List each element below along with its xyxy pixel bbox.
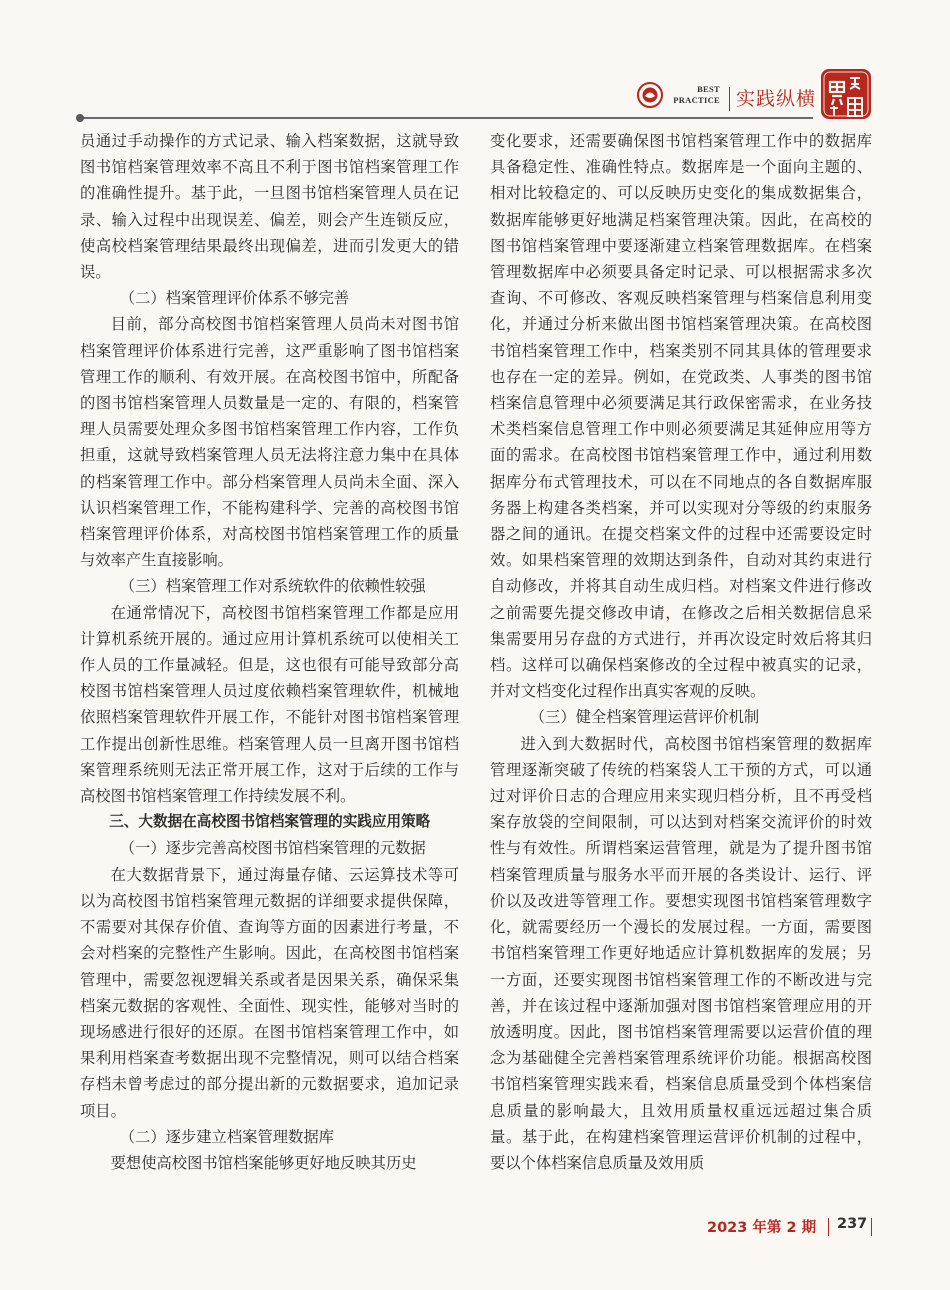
emblem-icon — [636, 81, 664, 109]
paragraph: 要想使高校图书馆档案能够更好地反映其历史 — [110, 1153, 417, 1172]
subheading: （三）档案管理工作对系统软件的依赖性较强 — [119, 577, 426, 596]
header-rule-dot — [76, 114, 84, 122]
right-column — [490, 128, 872, 1176]
page-header — [0, 0, 950, 130]
page-number: 237 — [837, 1216, 868, 1232]
header-separator — [729, 87, 730, 111]
header-rule — [78, 117, 813, 119]
journal-logo-icon — [820, 68, 872, 120]
paragraph: 在大数据背景下，通过海量存储、云运算技术等可以为高校图书馆档案管理元数据的详细要求提供保障，不需要对其保存价值、查询等方面的因素进行考量，不会对档案的完整性产生影响。因此，在高校图书馆档案管理中，需要忽视逻辑关系或者是因果关系，确保采集档案元数据的客观性、全面性、现实性，能够对当时的现场感进行很好的还原。在图书馆档案管理工作中，如果利用档案查考数据出现不完整情况，则可以结合档案存档未曾考虑过的部分提出新的元数据要求，追加记录项目。 — [80, 865, 459, 1120]
section-heading: 三、大数据在高校图书馆档案管理的实践应用策略 — [109, 813, 431, 831]
paragraph: 员通过手动操作的方式记录、输入档案数据，这就导致图书馆档案管理效率不高且不利于图书馆档案管理工作的准确性提升。基于此，一旦图书馆档案管理人员在记录、输入过程中出现误差、偏差，则会产生连锁反应，使高校档案管理结果最终出现偏差，进而引发更大的错误。 — [80, 132, 459, 282]
best-practice-label: BEST PRACTICE — [673, 84, 720, 105]
subheading: （一）逐步完善高校图书馆档案管理的元数据 — [119, 839, 426, 858]
subheading: （三）健全档案管理运营评价机制 — [529, 708, 760, 727]
page-footer — [0, 1216, 950, 1246]
paragraph: 在通常情况下，高校图书馆档案管理工作都是应用计算机系统开展的。通过应用计算机系统可以使相关工作人员的工作量减轻。但是，这也很有可能导致部分高校图书馆档案管理人员过度依赖档案管理软件，机械地依照档案管理软件开展工作，不能针对图书馆档案管理工作提出创新性思维。档案管理人员一旦离开图书馆档案管理系统则无法正常开展工作，这对于后续的工作与高校图书馆档案管理工作持续发展不利。 — [80, 603, 459, 806]
issue-label: 2023 年第 2 期 — [707, 1220, 817, 1236]
subheading: （二）逐步建立档案管理数据库 — [119, 1127, 334, 1146]
paragraph: 变化要求，还需要确保图书馆档案管理工作中的数据库具备稳定性、准确性特点。数据库是一个面向主题的、相对比较稳定的、可以反映历史变化的集成数据集合，数据库能够更好地满足档案管理决策。因此，在高校的图书馆档案管理中要逐渐建立档案管理数据库。在档案管理数据库中必须要具备定时记录、可以根据需求多次查询、不可修改、客观反映档案管理与档案信息利用变化，并通过分析来做出图书馆档案管理决策。在高校图书馆档案管理工作中，档案类别不同其具体的管理要求也存在一定的差异。例如，在党政类、人事类的图书馆档案信息管理中必须要满足其行政保密需求，在业务技术类档案信息管理工作中则必须要满足其延伸应用等方面的需求。在高校图书馆档案管理工作中，通过利用数据库分布式管理技术，可以在不同地点的各自数据库服务器上构建各类档案，并可以实现对分等级的约束服务器之间的通讯。在提交档案文件的过程中还需要设定时效。如果档案管理的效期达到条件，自动对其约束进行自动修改，并将其自动生成归档。对档案文件进行修改之前需要先提交修改申请，在修改之后相关数据信息采集需要用另存盘的方式进行，并再次设定时效后将其归档。这样可以确保档案修改的全过程中被真实的记录，并对文档变化过程作出真实客观的反映。 — [490, 132, 872, 701]
footer-separator — [871, 1218, 872, 1236]
journal-logo — [820, 68, 872, 120]
section-name: 实践纵横 — [736, 88, 817, 110]
left-column — [80, 128, 459, 1176]
paragraph: 进入到大数据时代，高校图书馆档案管理的数据库管理逐渐突破了传统的档案袋人工干预的方式，可以通过对评价日志的合理应用来实现归档分析，且不再受档案存放袋的空间限制，可以达到对档案交流评价的时效性与有效性。所谓档案运营管理，就是为了提升图书馆档案管理质量与服务水平而开展的各类设计、运行、评价以及改进等管理工作。要想实现图书馆档案管理数字化，就需要经历一个漫长的发展过程。一方面，需要图书馆档案管理工作更好地适应计算机数据库的发展；另一方面，还要实现图书馆档案管理工作的不断改进与完善，并在该过程中逐渐加强对图书馆档案管理应用的开放透明度。因此，图书馆档案管理需要以运营价值的理念为基础健全完善档案管理系统评价功能。根据高校图书馆档案管理实践来看，档案信息质量受到个体档案信息质量的影响最大，且效用质量权重远远超过集合质量。基于此，在构建档案管理运营评价机制的过程中，要以个体档案信息质量及效用质 — [490, 734, 872, 1172]
footer-separator — [828, 1218, 829, 1236]
subheading: （二）档案管理评价体系不够完善 — [119, 289, 350, 308]
paragraph: 目前，部分高校图书馆档案管理人员尚未对图书馆档案管理评价体系进行完善，这严重影响了图书馆档案管理工作的顺利、有效开展。在高校图书馆中，所配备的图书馆档案管理人员数量是一定的、有限的，档案管理人员需要处理众多图书馆档案管理工作内容，工作负担重，这就导致档案管理人员无法将注意力集中在具体的档案管理工作中。部分档案管理人员尚未全面、深入认识档案管理工作，不能构建科学、完善的高校图书馆档案管理评价体系，对高校图书馆档案管理工作的质量与效率产生直接影响。 — [80, 315, 459, 570]
